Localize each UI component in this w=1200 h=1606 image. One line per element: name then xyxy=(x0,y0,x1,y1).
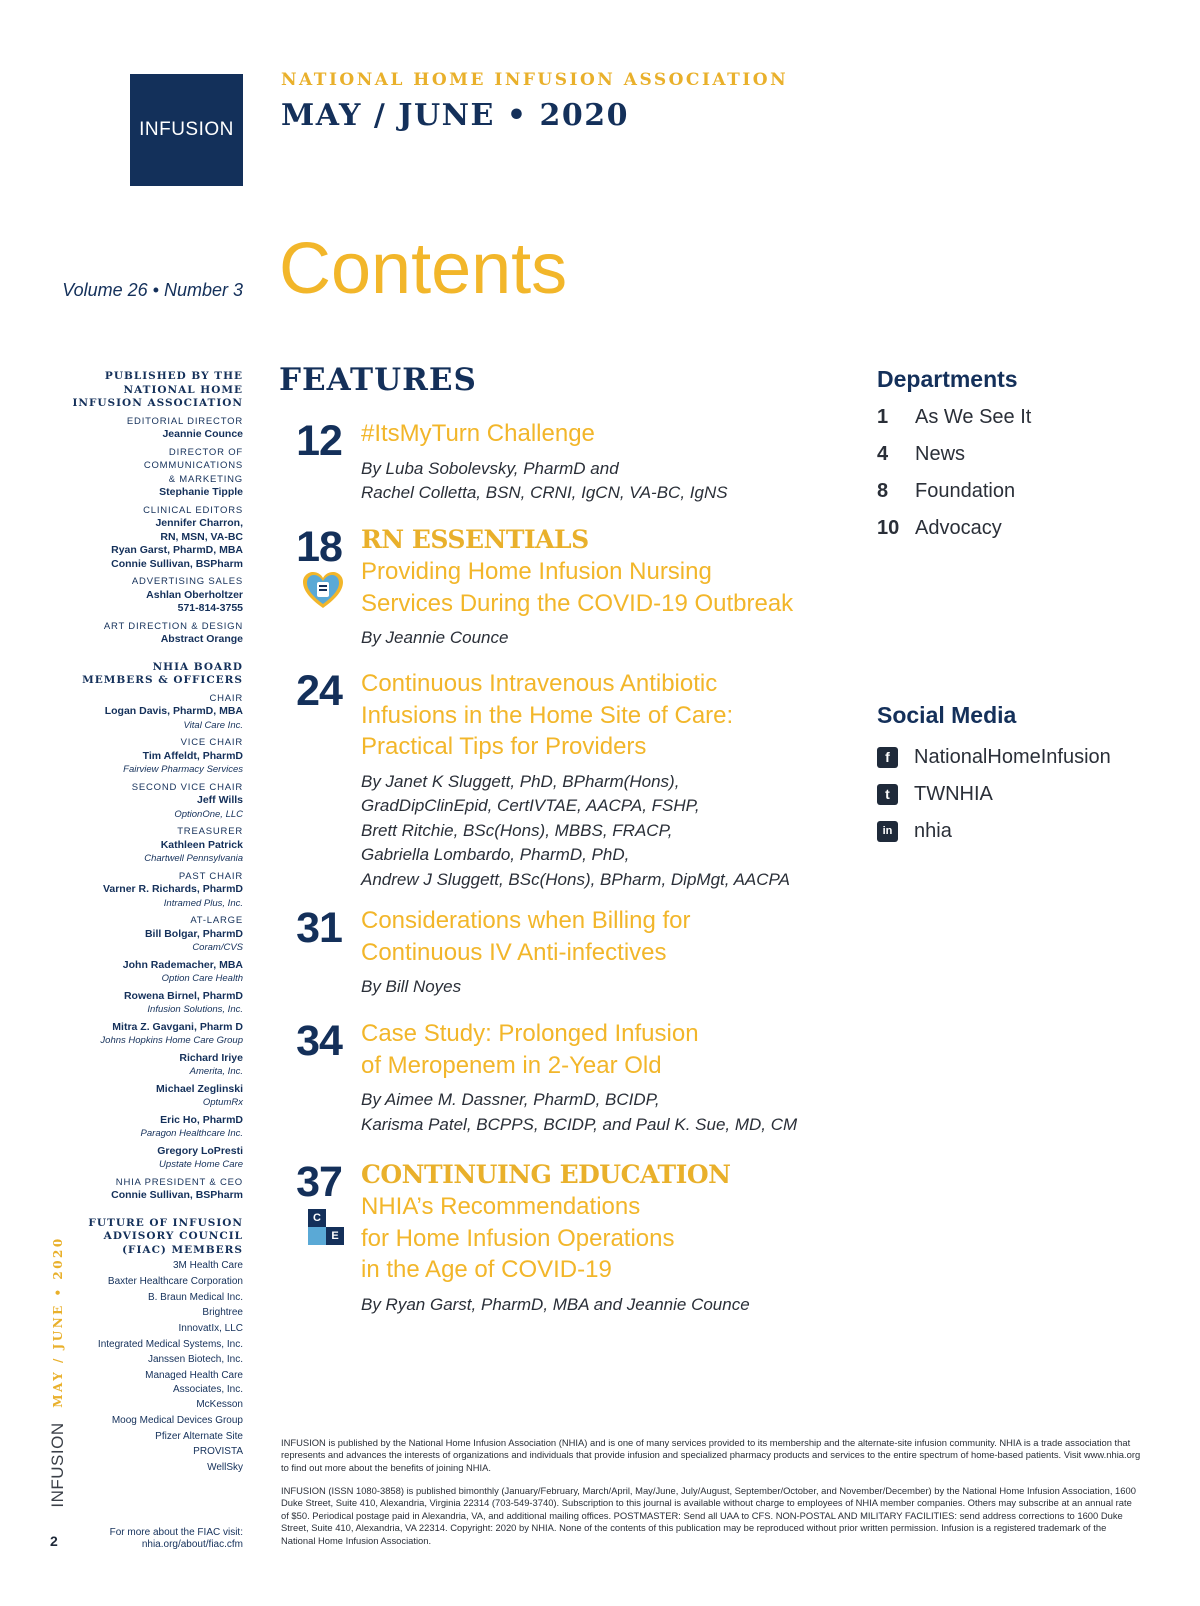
feature-byline-line: Gabriella Lombardo, PharmD, PhD, xyxy=(361,845,630,864)
feature-page-number: 34 xyxy=(296,1017,342,1065)
feature-title-line[interactable]: #ItsMyTurn Challenge xyxy=(361,420,595,447)
feature-item[interactable] xyxy=(284,524,793,651)
side-issue-date xyxy=(43,1236,73,1408)
feature-page-number: 18 xyxy=(296,523,342,571)
fiac-heading-line: (FIAC) MEMBERS xyxy=(122,1243,243,1256)
board-member-org: Coram/CVS xyxy=(192,942,243,953)
departments-section xyxy=(877,366,1031,547)
fiac-member: WellSky xyxy=(207,1461,243,1473)
fiac-member: Managed Health Care Associates, Inc. xyxy=(145,1370,243,1395)
linkedin-icon: in xyxy=(877,821,898,842)
feature-byline-line: Rachel Colletta, BSN, CRNI, IgCN, VA-BC, IgNS xyxy=(361,483,728,502)
board-member-name: Connie Sullivan, BSPharm xyxy=(111,1189,243,1201)
feature-text xyxy=(361,1159,750,1317)
social-item[interactable] xyxy=(877,739,1111,776)
ce-badge-icon: C E xyxy=(308,1209,344,1245)
feature-item[interactable] xyxy=(284,668,790,892)
fiac-member: Integrated Medical Systems, Inc. xyxy=(97,1338,243,1350)
board-member-org: Paragon Healthcare Inc. xyxy=(140,1128,243,1139)
feature-page-number: 37 xyxy=(296,1158,342,1206)
feature-text xyxy=(361,905,691,1000)
fiac-member: Janssen Biotech, Inc. xyxy=(147,1354,243,1366)
fiac-more-line: For more about the FIAC visit: xyxy=(109,1527,243,1538)
side-logo xyxy=(43,1420,73,1510)
footer-about: INFUSION is published by the National Home Infusion Association (NHIA) and is one of many services provided to its membership and the alternate-site infusion community. NHIA is a trade association that represents and advances the interests of organizations and individuals that provide infusion and specialized pharmacy products and services to the entire spectrum of home-based patients. Visit www.nhia.org to find out more about the benefits of joining NHIA. xyxy=(281,1437,1141,1473)
feature-title-line[interactable]: Case Study: Prolonged Infusion xyxy=(361,1020,699,1047)
staff-name: 571-814-3755 xyxy=(177,602,243,614)
published-by-heading xyxy=(40,370,243,411)
features-heading: FEATURES xyxy=(279,362,477,398)
feature-item[interactable] xyxy=(284,905,691,1000)
footer-publication-info: INFUSION (ISSN 1080-3858) is published bimonthly (January/February, March/April, May/June, July/August, September/October, and November/December) by the National Home Infusion Association, 1600 Duke Street, Suite 410, Alexandria, Virginia 22314 (703-549-3740). Subscription to this journal is available without charge to employees of NHIA member companies. Others may subscribe at an annual rate of $50. Periodical postage paid in Alexandria, VA, and additional mailing offices. POSTMASTER: Send all UAA to CFS. NON-POSTAL AND MILITARY FACILITIES: send address corrections to 1600 Duke Street, Suite 410, Alexandria, VA 22314. Copyright: 2020 by NHIA. None of the contents of this publication may be reproduced without prior written permission. Infusion is a registered trademark of the National Home Infusion Association. xyxy=(281,1485,1136,1546)
fiac-member: 3M Health Care xyxy=(172,1260,243,1272)
feature-item[interactable] xyxy=(284,1018,797,1137)
board-member-org: Chartwell Pennsylvania xyxy=(144,853,243,864)
feature-byline-line: By Jeannie Counce xyxy=(361,628,509,647)
board-member-name: Jeff Wills xyxy=(197,794,243,806)
fiac-member: McKesson xyxy=(196,1399,243,1411)
social-label[interactable]: TWNHIA xyxy=(914,783,993,805)
board-member-name: Varner R. Richards, PharmD xyxy=(102,883,243,895)
fiac-heading-line: ADVISORY COUNCIL xyxy=(103,1230,243,1242)
feature-title-line[interactable]: for Home Infusion Operations xyxy=(361,1224,675,1252)
staff-name: Jennifer Charron, RN, MSN, VA-BC xyxy=(155,517,243,543)
staff-role: ART DIRECTION & DESIGN xyxy=(103,620,243,632)
department-label: Foundation xyxy=(915,480,1016,502)
social-item[interactable] xyxy=(877,813,1111,850)
feature-byline xyxy=(361,457,728,506)
board-member-org: Intramed Plus, Inc. xyxy=(163,897,243,909)
fiac-member: Baxter Healthcare Corporation xyxy=(107,1275,243,1287)
feature-page-column xyxy=(284,1018,364,1137)
board-member-name: Bill Bolgar, PharmD xyxy=(144,927,243,940)
social-label[interactable]: NationalHomeInfusion xyxy=(914,746,1111,768)
department-page: 1 xyxy=(877,406,889,428)
fiac-member: B. Braun Medical Inc. xyxy=(147,1291,243,1303)
feature-title-line[interactable]: Continuous IV Anti-infectives xyxy=(361,938,667,966)
board-member-name: Richard Iriye xyxy=(179,1051,243,1064)
feature-byline-line: By Ryan Garst, PharmD, MBA and Jeannie Counce xyxy=(361,1294,750,1314)
board-heading-line: NHIA BOARD xyxy=(152,660,243,673)
feature-byline-line: By Aimee M. Dassner, PharmD, BCIDP, xyxy=(361,1090,660,1109)
staff-role: CLINICAL EDITORS xyxy=(143,504,243,516)
published-by-line: PUBLISHED BY THE xyxy=(104,370,243,382)
feature-byline-line: Andrew J Sluggett, BSc(Hons), BPharm, DipMgt, AACPA xyxy=(361,869,790,889)
departments-heading: Departments xyxy=(877,366,1018,392)
feature-byline xyxy=(361,1293,750,1318)
board-member-org: Vital Care Inc. xyxy=(183,719,243,731)
feature-title-line[interactable]: Considerations when Billing for xyxy=(361,907,691,934)
feature-byline-line: Karisma Patel, BCPPS, BCIDP, and Paul K. Sue, MD, CM xyxy=(361,1114,798,1134)
board-member-org: Johns Hopkins Home Care Group xyxy=(100,1035,243,1046)
feature-title-line[interactable]: Providing Home Infusion Nursing xyxy=(361,558,712,585)
side-issue-text: MAY / JUNE • 2020 xyxy=(51,1236,65,1408)
department-item[interactable] xyxy=(877,510,1031,547)
department-item[interactable] xyxy=(877,436,1031,473)
feature-page-column xyxy=(284,1159,364,1317)
fiac-more-link[interactable]: nhia.org/about/fiac.cfm xyxy=(141,1539,243,1550)
feature-byline xyxy=(361,626,793,651)
staff-role: ADVERTISING SALES xyxy=(131,576,243,587)
feature-page-column xyxy=(284,905,364,1000)
feature-title-line[interactable]: NHIA’s Recommendations xyxy=(361,1193,641,1220)
feature-text xyxy=(361,524,793,651)
board-member-org: OptumRx xyxy=(202,1097,243,1108)
staff-name: Jeannie Counce xyxy=(162,428,243,440)
staff-name: Abstract Orange xyxy=(160,633,243,645)
department-page: 8 xyxy=(877,480,889,502)
board-member-org: Infusion Solutions, Inc. xyxy=(147,1004,243,1015)
feature-title-line[interactable]: in the Age of COVID-19 xyxy=(361,1256,612,1283)
board-member-name: Tim Affeldt, PharmD xyxy=(142,749,243,762)
logo-text: INFUSION xyxy=(139,119,234,140)
feature-title-line[interactable]: Continuous Intravenous Antibiotic xyxy=(361,670,718,697)
board-member-org: Upstate Home Care xyxy=(159,1159,243,1170)
published-by-line: NATIONAL HOME xyxy=(123,383,243,396)
feature-page-number: 12 xyxy=(296,417,342,465)
feature-kicker: CONTINUING EDUCATION xyxy=(361,1160,731,1189)
staff-name: Connie Sullivan, BSPharm xyxy=(111,557,243,570)
social-list xyxy=(877,739,1111,850)
twitter-icon: t xyxy=(877,784,898,805)
fiac-member: Brightree xyxy=(202,1307,243,1319)
facebook-icon: f xyxy=(877,747,898,768)
association-name: NATIONAL HOME INFUSION ASSOCIATION xyxy=(281,70,789,90)
board-member-name: Michael Zeglinski xyxy=(156,1082,243,1095)
board-member-name: Rowena Birnel, PharmD xyxy=(123,989,243,1002)
board-role: TREASURER xyxy=(177,826,243,837)
feature-title-line[interactable]: Practical Tips for Providers xyxy=(361,733,647,760)
feature-kicker: RN ESSENTIALS xyxy=(361,525,589,554)
nurse-heart-icon xyxy=(303,572,343,610)
board-role: SECOND VICE CHAIR xyxy=(131,781,243,793)
feature-item[interactable] xyxy=(284,418,728,506)
staff-name: Stephanie Tipple xyxy=(159,486,243,498)
feature-byline-line: GradDipClinEpid, CertIVTAE, AACPA, FSHP, xyxy=(361,796,700,815)
board-role: AT-LARGE xyxy=(190,915,243,926)
department-item[interactable] xyxy=(877,473,1031,510)
department-page: 4 xyxy=(877,443,889,465)
infusion-logo xyxy=(130,74,243,186)
staff-list xyxy=(40,415,243,647)
feature-text xyxy=(361,418,728,506)
board-list xyxy=(40,692,243,1203)
feature-byline xyxy=(361,975,691,1000)
departments-list xyxy=(877,399,1031,547)
feature-title-line[interactable]: of Meropenem in 2-Year Old xyxy=(361,1051,662,1079)
feature-byline-line: By Bill Noyes xyxy=(361,977,462,996)
feature-byline xyxy=(361,1088,797,1137)
board-member-name: John Rademacher, MBA xyxy=(122,958,243,971)
fiac-heading xyxy=(40,1217,243,1258)
feature-byline xyxy=(361,770,790,893)
board-member-name: Mitra Z. Gavgani, Pharm D xyxy=(112,1020,243,1033)
staff-role: EDITORIAL DIRECTOR xyxy=(126,415,243,427)
board-role: NHIA PRESIDENT & CEO xyxy=(115,1176,243,1188)
board-member-name: Gregory LoPresti xyxy=(157,1144,243,1157)
feature-byline-line: By Janet K Sluggett, PhD, BPharm(Hons), xyxy=(361,771,680,791)
feature-page-column xyxy=(284,668,364,892)
fiac-member: Moog Medical Devices Group xyxy=(111,1414,243,1426)
board-member-name: Eric Ho, PharmD xyxy=(160,1113,243,1126)
social-heading: Social Media xyxy=(877,702,1017,728)
staff-name: Ryan Garst, PharmD, MBA xyxy=(111,544,243,556)
fiac-heading-line: FUTURE OF INFUSION xyxy=(88,1216,243,1229)
board-heading-line: MEMBERS & OFFICERS xyxy=(82,674,243,686)
board-member-org: Fairview Pharmacy Services xyxy=(123,764,243,775)
board-member-org: OptionOne, LLC xyxy=(174,808,243,820)
social-label[interactable]: nhia xyxy=(914,820,952,842)
department-label: As We See It xyxy=(915,406,1032,428)
social-item[interactable] xyxy=(877,776,1111,813)
side-logo-text: INFUSION xyxy=(48,1422,67,1508)
feature-text xyxy=(361,668,790,892)
feature-title-line[interactable]: Infusions in the Home Site of Care: xyxy=(361,701,734,729)
board-role: VICE CHAIR xyxy=(180,737,243,748)
feature-title-line[interactable]: Services During the COVID-19 Outbreak xyxy=(361,589,794,617)
department-item[interactable] xyxy=(877,399,1031,436)
published-by-line: INFUSION ASSOCIATION xyxy=(72,397,243,409)
feature-byline-line: Brett Ritchie, BSc(Hons), MBBS, FRACP, xyxy=(361,820,673,840)
fiac-more-info xyxy=(40,1527,243,1551)
board-member-name: Logan Davis, PharmD, MBA xyxy=(104,705,243,717)
volume-number: Volume 26 • Number 3 xyxy=(62,280,243,300)
issue-date: MAY / JUNE • 2020 xyxy=(281,98,629,133)
staff-role: DIRECTOR OF COMMUNICATIONS & MARKETING xyxy=(143,446,243,485)
staff-name: Ashlan Oberholtzer xyxy=(146,588,243,601)
department-page: 10 xyxy=(877,517,900,539)
fiac-member: InnovatIx, LLC xyxy=(178,1322,243,1334)
page-title: Contents xyxy=(279,229,568,309)
feature-page-column xyxy=(284,418,364,506)
board-member-org: Amerita, Inc. xyxy=(189,1066,243,1077)
feature-page-number: 24 xyxy=(296,667,342,715)
board-member-org: Option Care Health xyxy=(161,973,243,984)
department-label: Advocacy xyxy=(915,517,1002,539)
page-number: 2 xyxy=(50,1533,58,1549)
feature-item[interactable] xyxy=(284,1159,750,1317)
social-section xyxy=(877,702,1111,850)
department-label: News xyxy=(915,443,966,465)
feature-text xyxy=(361,1018,797,1137)
board-role: CHAIR xyxy=(209,692,243,704)
fiac-member: Pfizer Alternate Site xyxy=(155,1430,243,1442)
feature-page-number: 31 xyxy=(296,904,342,952)
fiac-member: PROVISTA xyxy=(193,1446,243,1458)
feature-byline-line: By Luba Sobolevsky, PharmD and xyxy=(361,458,619,478)
board-role: PAST CHAIR xyxy=(178,870,243,882)
feature-page-column xyxy=(284,524,364,651)
board-member-name: Kathleen Patrick xyxy=(160,838,243,851)
board-heading xyxy=(40,661,243,688)
